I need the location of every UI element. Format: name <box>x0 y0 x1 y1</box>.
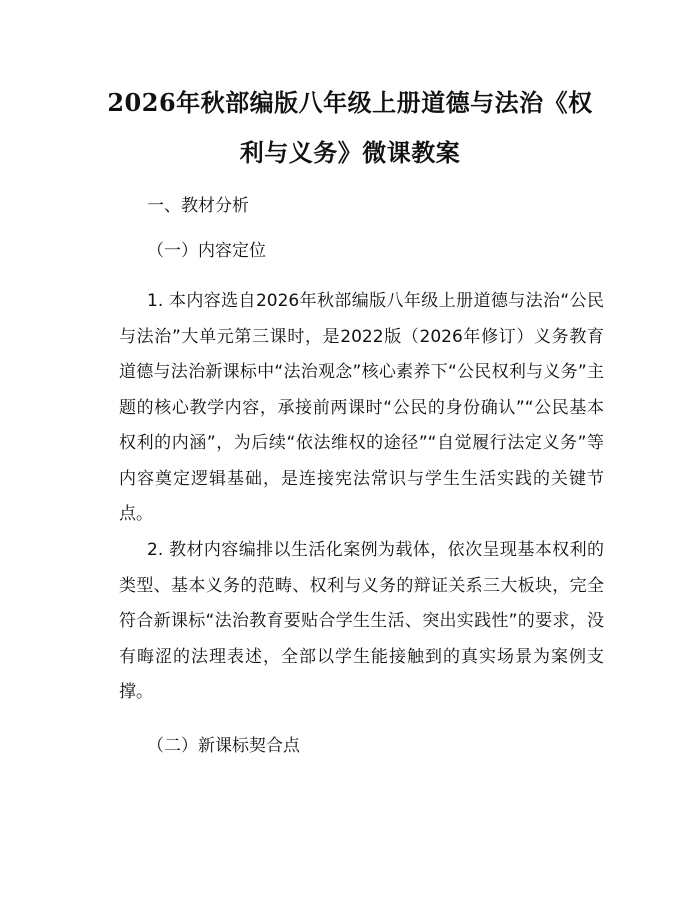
paragraph-textbook-arrangement: 2. 教材内容编排以生活化案例为载体，依次呈现基本权利的类型、基本义务的范畴、权利与义务的辩证关系三大板块，完全符合新课标“法治教育要贴合学生生活、突出实践性”的要求，没有晦涩的法理表述，全部以学生能接触到的真实场景为案例支撑。 <box>119 540 604 702</box>
subsection-heading-curriculum-alignment: （二）新课标契合点 <box>147 736 300 756</box>
subsection-heading-content-positioning: （一）内容定位 <box>147 241 266 261</box>
paragraph-content-positioning: 1. 本内容选自2026年秋部编版八年级上册道德与法治“公民与法治”大单元第三课时，是2022版（2026年修订）义务教育道德与法治新课标中“法治观念”核心素养下“公民权利与义务”主题的核心教学内容，承接前两课时“公民的身份确认”“公民基本权利的内涵”，为后续“依法维权的途径”“自觉履行法定义务”等内容奠定逻辑基础，是连接宪法常识与学生生活实践的关键节点。 <box>119 291 604 524</box>
document-title: 2026年秋部编版八年级上册道德与法治《权利与义务》微课教案 <box>107 88 593 167</box>
section-heading-textbook-analysis: 一、教材分析 <box>147 196 249 216</box>
